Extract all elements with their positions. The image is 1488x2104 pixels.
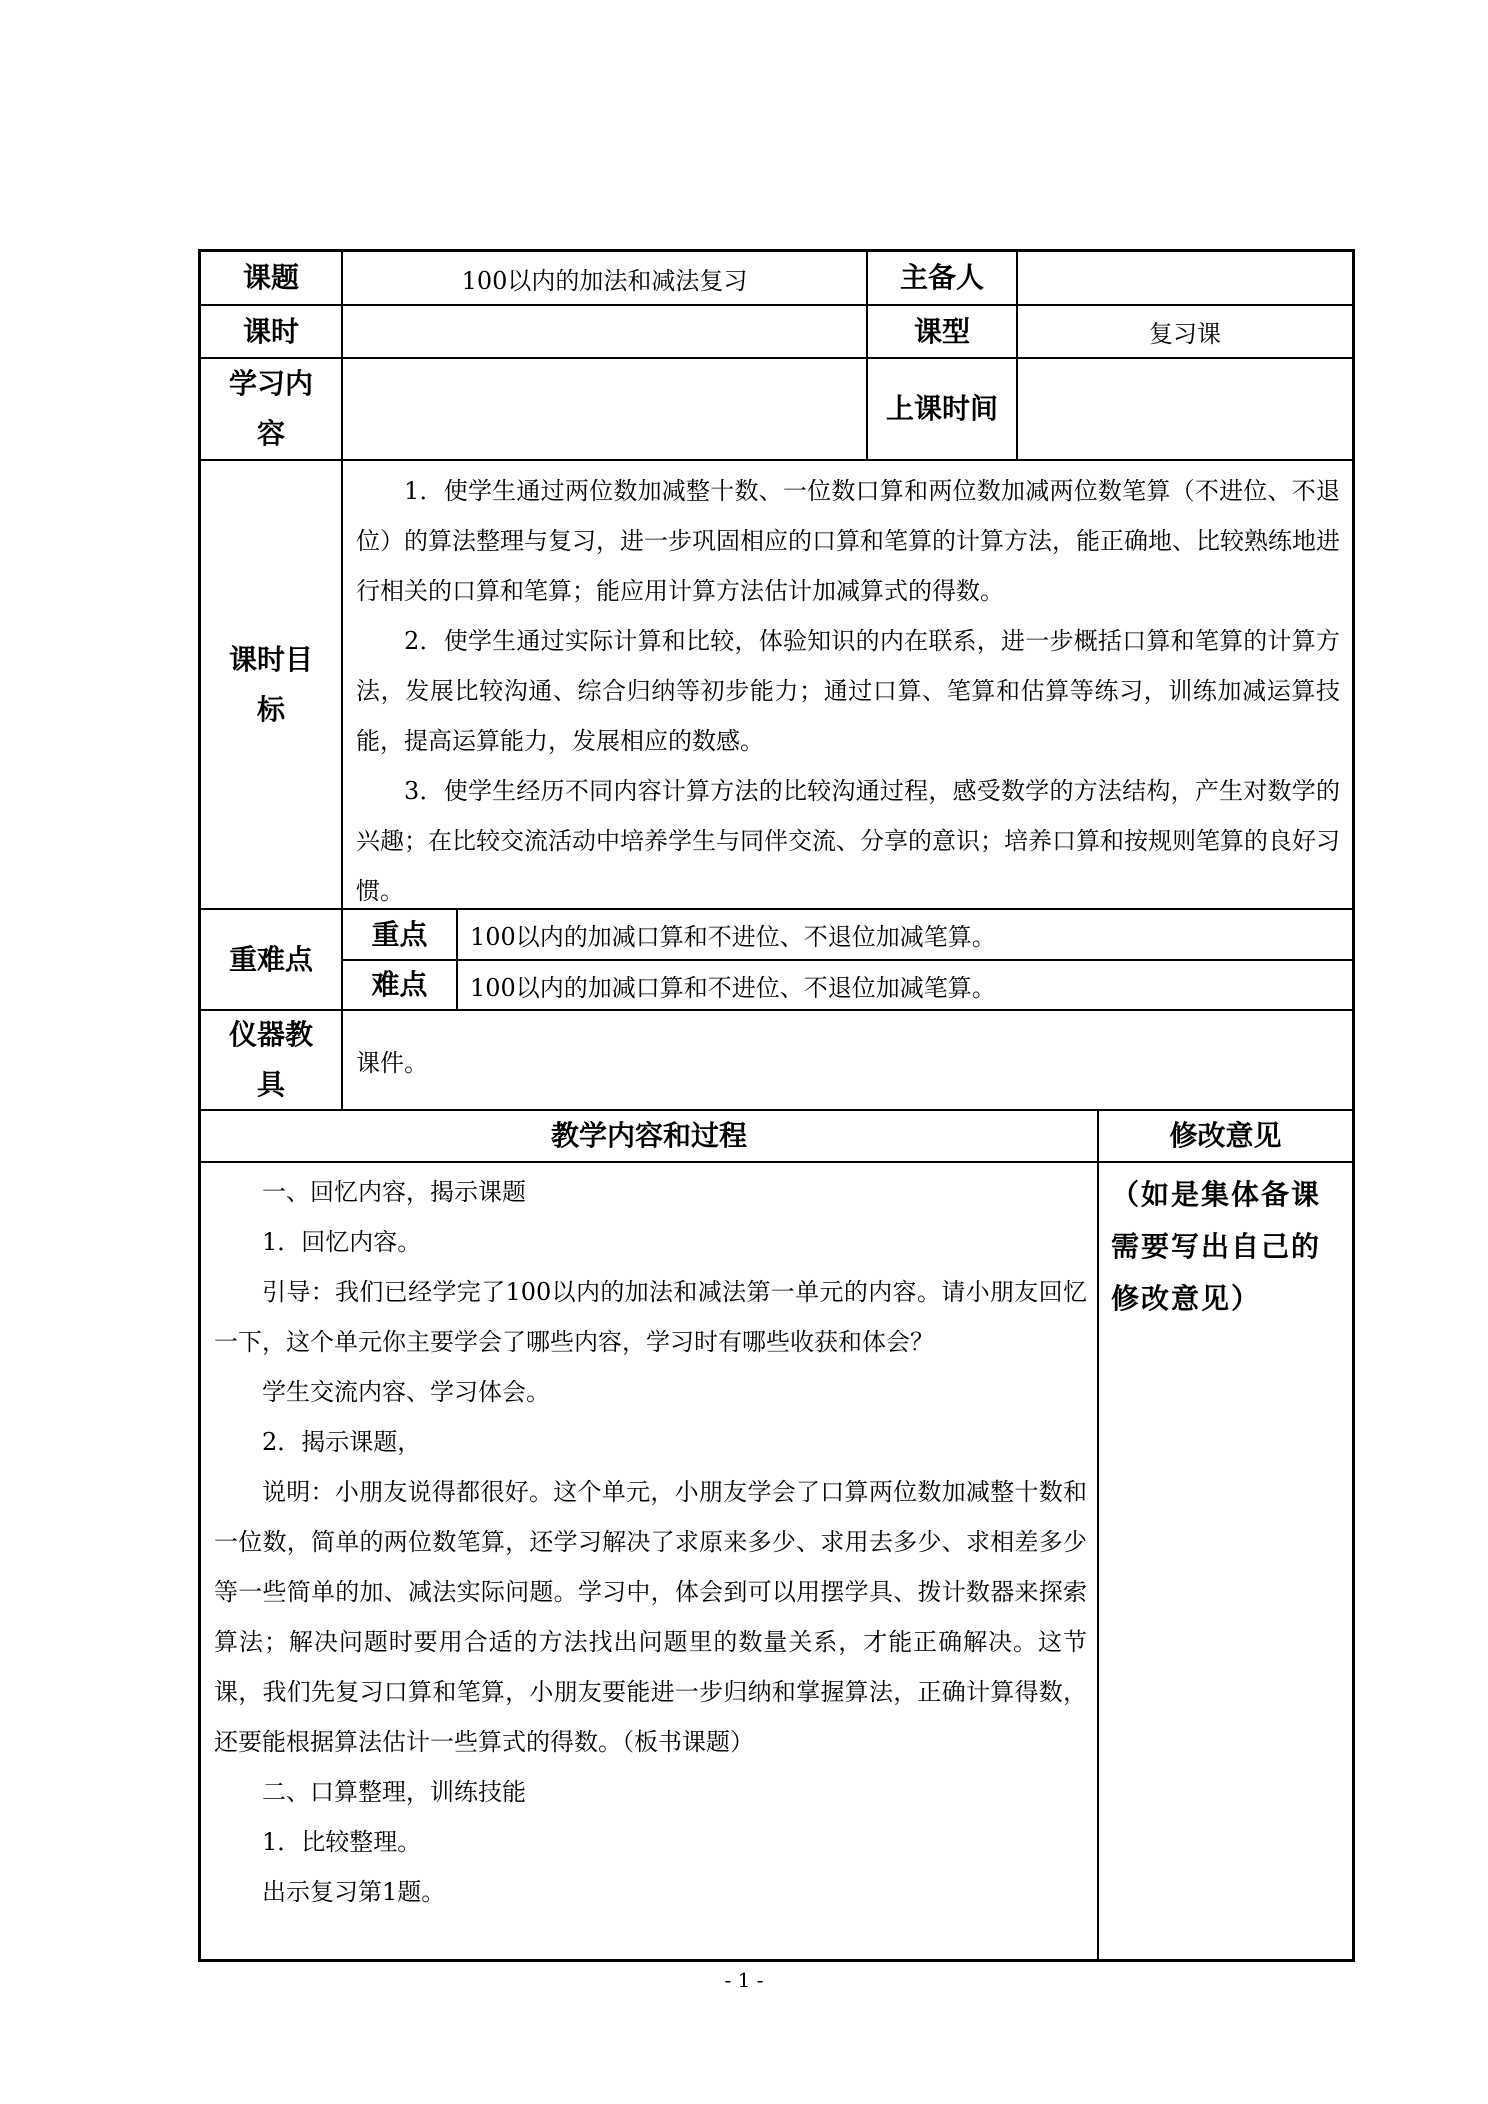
period-label: 课时 <box>242 314 299 348</box>
lead-preparer-value <box>1018 252 1352 304</box>
lead-preparer-label: 主备人 <box>899 261 984 294</box>
process-paragraph: 1．比较整理。 <box>262 1828 422 1856</box>
lesson-plan-table <box>198 249 1355 1962</box>
period-value <box>343 306 866 357</box>
content-label: 学习内容 <box>228 367 313 450</box>
class-time-label: 上课时间 <box>885 392 998 425</box>
objectives-label: 课时目标 <box>228 642 313 726</box>
key-label: 重点 <box>371 917 428 951</box>
process-paragraph: 出示复习第1题。 <box>262 1878 446 1906</box>
process-paragraph: 1．回忆内容。 <box>262 1228 422 1256</box>
process-paragraph: 引导：我们已经学完了100以内的加法和减法第一单元的内容。请小朋友回忆一下，这个单元你主要学会了哪些内容，学习时有哪些收获和体会？ <box>214 1278 1087 1356</box>
page-number: - 1 - <box>724 1968 764 1992</box>
objectives-text <box>356 466 1340 916</box>
objective-item-2: 2．使学生通过实际计算和比较，体验知识的内在联系，进一步概括口算和笔算的计算方法，发展比较沟通、综合归纳等初步能力；通过口算、笔算和估算等练习，训练加减运算技能，提高运算能力，发展相应的数感。 <box>356 627 1340 755</box>
process-paragraph: 二、口算整理，训练技能 <box>262 1778 526 1806</box>
lesson-type-value: 复习课 <box>1149 320 1221 348</box>
content-value <box>343 359 866 459</box>
revision-header: 修改意见 <box>1169 1119 1282 1152</box>
process-body <box>214 1167 1087 1917</box>
difficult-value: 100以内的加减口算和不进位、不退位加减笔算。 <box>470 973 996 1002</box>
topic-value: 100以内的加法和减法复习 <box>461 266 748 295</box>
class-time-value <box>1018 359 1352 459</box>
process-paragraph: 2．揭示课题， <box>262 1428 422 1456</box>
tools-label: 仪器教具 <box>228 1018 313 1101</box>
key-points-label: 重难点 <box>228 942 313 976</box>
lesson-type-label: 课型 <box>913 314 970 348</box>
process-paragraph: 学生交流内容、学习体会。 <box>262 1378 550 1406</box>
key-value: 100以内的加减口算和不进位、不退位加减笔算。 <box>470 923 996 951</box>
revision-note: （如是集体备课需要写出自己的修改意见） <box>1111 1178 1322 1315</box>
process-header: 教学内容和过程 <box>550 1119 747 1152</box>
process-paragraph: 一、回忆内容，揭示课题 <box>262 1178 526 1206</box>
difficult-label: 难点 <box>371 968 428 1001</box>
objective-item-1: 1．使学生通过两位数加减整十数、一位数口算和两位数加减两位数笔算（不进位、不退位）的算法整理与复习，进一步巩固相应的口算和笔算的计算方法，能正确地、比较熟练地进行相关的口算和笔算；能应用计算方法估计加减算式的得数。 <box>356 477 1340 605</box>
tools-value: 课件。 <box>356 1048 428 1077</box>
process-paragraph: 说明：小朋友说得都很好。这个单元，小朋友学会了口算两位数加减整十数和一位数，简单的两位数笔算，还学习解决了求原来多少、求用去多少、求相差多少等一些简单的加、减法实际问题。学习中，体会到可以用摆学具、拨计数器来探索算法；解决问题时要用合适的方法找出问题里的数量关系，才能正确解决。这节课，我们先复习口算和笔算，小朋友要能进一步归纳和掌握算法，正确计算得数，还要能根据算法估计一些算式的得数。（板书课题） <box>214 1478 1087 1756</box>
objective-item-3: 3．使学生经历不同内容计算方法的比较沟通过程，感受数学的方法结构，产生对数学的兴趣；在比较交流活动中培养学生与同伴交流、分享的意识；培养口算和按规则笔算的良好习惯。 <box>356 777 1340 905</box>
topic-label: 课题 <box>242 261 299 294</box>
